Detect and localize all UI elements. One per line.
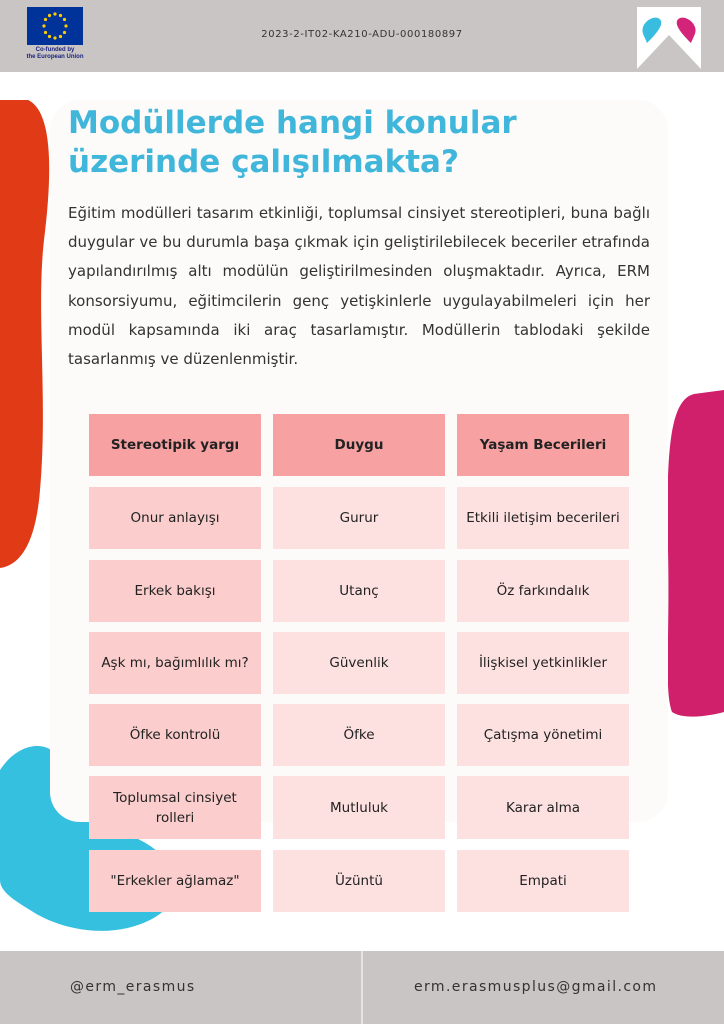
table-cell: Empati bbox=[457, 850, 629, 912]
header-bar bbox=[0, 0, 724, 72]
erm-logo-icon bbox=[637, 7, 701, 73]
table-cell: Gurur bbox=[273, 487, 445, 549]
table-cell: Erkek bakışı bbox=[89, 560, 261, 622]
table-cell: Öfke bbox=[273, 704, 445, 766]
table-cell: Mutluluk bbox=[273, 776, 445, 839]
table-cell: Çatışma yönetimi bbox=[457, 704, 629, 766]
footer-social-handle: @erm_erasmus bbox=[70, 979, 196, 995]
table-cell: İlişkisel yetkinlikler bbox=[457, 632, 629, 694]
footer-bar bbox=[0, 951, 724, 1024]
intro-paragraph: Eğitim modülleri tasarım etkinliği, toplumsal cinsiyet stereotipleri, buna bağlı duygular ve bu durumla başa çıkmak için geliştirilebilecek beceriler etrafında yapılandırılmış altı modülün geliştirilmesinden oluşmaktadır. Ayrıca, ERM konsorsiyumu, eğitimcilerin genç yetişkinlerle uygulayabilmeleri için her modül kapsamında iki araç tasarlamıştır. Modüllerin tablodaki şekilde tasarlanmış ve düzenlenmiştir. bbox=[68, 204, 650, 369]
table-cell: Utanç bbox=[273, 560, 445, 622]
table-cell: Üzüntü bbox=[273, 850, 445, 912]
eu-caption-line2: the European Union bbox=[26, 54, 84, 60]
page-title bbox=[68, 104, 668, 182]
table-cell: Toplumsal cinsiyet rolleri bbox=[89, 776, 261, 839]
footer-email: erm.erasmusplus@gmail.com bbox=[414, 979, 658, 995]
table-header-emotion: Duygu bbox=[273, 414, 445, 476]
table-cell: Onur anlayışı bbox=[89, 487, 261, 549]
eu-flag-icon bbox=[27, 7, 83, 45]
table-cell: Etkili iletişim becerileri bbox=[457, 487, 629, 549]
footer-divider bbox=[361, 951, 363, 1024]
table-cell: Öz farkındalık bbox=[457, 560, 629, 622]
table-cell: "Erkekler ağlamaz" bbox=[89, 850, 261, 912]
title-line-1: Modüllerde hangi konular bbox=[68, 105, 517, 141]
eu-caption-line1: Co-funded by bbox=[35, 47, 75, 53]
table-cell: Güvenlik bbox=[273, 632, 445, 694]
table-header-life-skills: Yaşam Becerileri bbox=[457, 414, 629, 476]
table-cell: Aşk mı, bağımlılık mı? bbox=[89, 632, 261, 694]
eu-cofunded-logo bbox=[22, 7, 88, 61]
table-header-stereotype: Stereotipik yargı bbox=[89, 414, 261, 476]
title-line-2: üzerinde çalışılmakta? bbox=[68, 144, 459, 180]
magenta-blob-shape bbox=[664, 390, 724, 720]
table-cell: Öfke kontrolü bbox=[89, 704, 261, 766]
table-cell: Karar alma bbox=[457, 776, 629, 839]
project-code: 2023-2-IT02-KA210-ADU-000180897 bbox=[261, 29, 463, 40]
